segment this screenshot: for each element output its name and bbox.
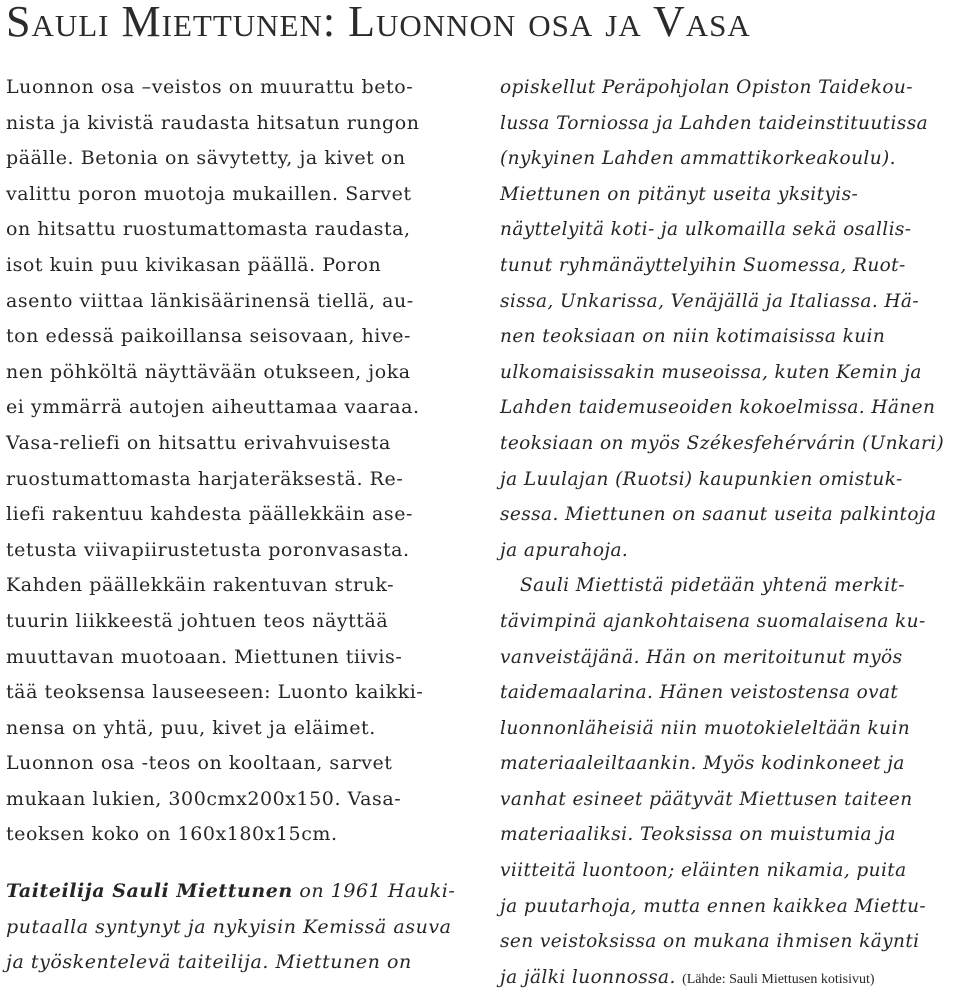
right-text-line: vanveistäjänä. Hän on meritoitunut myös bbox=[500, 646, 903, 668]
left-text-line: päälle. Betonia on sävytetty, ja kivet on bbox=[6, 147, 406, 170]
right-text-line: sessa. Miettunen on saanut useita palkintoja bbox=[500, 504, 937, 526]
right-text-line: ulkomaisissakin museoissa, kuten Kemin ja bbox=[500, 361, 922, 383]
artist-line bbox=[6, 874, 466, 910]
left-text-line: tetusta viivapiirustetusta poronvasasta. bbox=[6, 538, 410, 561]
right-text-line: nen teoksiaan on niin kotimaisissa kuin bbox=[500, 326, 886, 348]
right-last-line bbox=[500, 960, 960, 996]
artist-name: Taiteilija Sauli Miettunen bbox=[6, 880, 293, 903]
left-text-line: Vasa-reliefi on hitsattu erivahvuisesta bbox=[6, 431, 391, 454]
right-text-line: materiaaleiltaankin. Myös kodinkoneet ja bbox=[500, 753, 905, 775]
right-text-line: lussa Torniossa ja Lahden taideinstituutissa bbox=[500, 112, 929, 134]
right-text-line: näyttelyitä koti- ja ulkomailla sekä osallis- bbox=[500, 219, 912, 241]
left-text-line: asento viittaa länkisäärinensä tiellä, au- bbox=[6, 289, 414, 312]
left-text-line: nista ja kivistä raudasta hitsatun rungon bbox=[6, 111, 420, 134]
right-text-line: sissa, Unkarissa, Venäjällä ja Italiassa. Hä- bbox=[500, 290, 920, 312]
right-text-line: Miettunen on pitänyt useita yksityis- bbox=[500, 183, 859, 205]
left-text-line: liefi rakentuu kahdesta päällekkäin ase- bbox=[6, 503, 413, 526]
left-text-line: ei ymmärrä autojen aiheuttamaa vaaraa. bbox=[6, 396, 420, 419]
left-text-line: ruostumattomasta harjateräksestä. Re- bbox=[6, 467, 404, 490]
right-text-line: (nykyinen Lahden ammattikorkeakoulu). bbox=[500, 148, 896, 170]
right-text-line: taidemaalarina. Hänen veistostensa ovat bbox=[500, 682, 899, 704]
left-text-line: Luonnon osa –veistos on muurattu beto- bbox=[6, 76, 414, 98]
right-text-line: viitteitä luontoon; eläinten nikamia, puita bbox=[500, 860, 907, 882]
artist-line-rest: on 1961 Hauki- bbox=[292, 880, 456, 903]
right-text-line: Lahden taidemuseoiden kokoelmissa. Hänen bbox=[500, 397, 936, 419]
page-title: Sauli Miettunen: Luonnon osa ja Vasa bbox=[6, 0, 751, 46]
artist-line: putaalla syntynyt ja nykyisin Kemissä asuva bbox=[6, 915, 452, 938]
left-text-line: mukaan lukien, 300cmx200x150. Vasa- bbox=[6, 787, 402, 810]
left-text-line: nensa on yhtä, puu, kivet ja eläimet. bbox=[6, 716, 376, 739]
left-text-line: on hitsattu ruostumattomasta raudasta, bbox=[6, 218, 411, 241]
right-last-line-text: ja jälki luonnossa. bbox=[500, 966, 683, 988]
right-text-line: sen veistoksissa on mukana ihmisen käynti bbox=[500, 931, 920, 953]
right-text-line: tävimpinä ajankohtaisena suomalaisena ku- bbox=[500, 610, 926, 632]
right-column bbox=[500, 70, 960, 995]
paragraph-gap bbox=[6, 853, 466, 874]
right-text-line: luonnonläheisiä niin muotokieleltään kuin bbox=[500, 717, 911, 739]
left-text-line: nen pöhköltä näyttävään otukseen, joka bbox=[6, 360, 411, 383]
left-text-line: isot kuin puu kivikasan päällä. Poron bbox=[6, 253, 382, 276]
source-note: (Lähde: Sauli Miettusen kotisivut) bbox=[682, 971, 875, 987]
right-text-line: tunut ryhmänäyttelyihin Suomessa, Ruot- bbox=[500, 254, 906, 276]
artist-line: ja työskentelevä taiteilija. Miettunen on bbox=[6, 951, 412, 974]
right-text-line: ja Luulajan (Ruotsi) kaupunkien omistuk- bbox=[500, 468, 903, 490]
right-text-line: Sauli Miettistä pidetään yhtenä merkit- bbox=[520, 575, 905, 597]
right-text-line: opiskellut Peräpohjolan Opiston Taidekou- bbox=[500, 77, 913, 98]
right-text-line: teoksiaan on myös Székesfehérvárin (Unkari) bbox=[500, 432, 945, 454]
left-text-line: ton edessä paikoillansa seisovaan, hive- bbox=[6, 325, 411, 348]
left-text-line: tää teoksensa lauseeseen: Luonto kaikki- bbox=[6, 681, 424, 704]
left-text-line: teoksen koko on 160x180x15cm. bbox=[6, 823, 338, 846]
right-text-line: ja puutarhoja, mutta ennen kaikkea Miettu- bbox=[500, 895, 927, 917]
left-column bbox=[6, 70, 466, 981]
left-text-line: Luonnon osa -teos on kooltaan, sarvet bbox=[6, 752, 393, 775]
right-text-line: materiaaliksi. Teoksissa on muistumia ja bbox=[500, 824, 896, 846]
left-text-line: valittu poron muotoja mukaillen. Sarvet bbox=[6, 182, 412, 205]
right-text-line: vanhat esineet päätyvät Miettusen taiteen bbox=[500, 788, 913, 810]
left-text-line: muuttavan muotoaan. Miettunen tiivis- bbox=[6, 645, 403, 668]
left-text-line: tuurin liikkeestä johtuen teos näyttää bbox=[6, 609, 389, 632]
left-text-line: Kahden päällekkäin rakentuvan struk- bbox=[6, 574, 395, 597]
right-text-line: ja apurahoja. bbox=[500, 539, 629, 561]
